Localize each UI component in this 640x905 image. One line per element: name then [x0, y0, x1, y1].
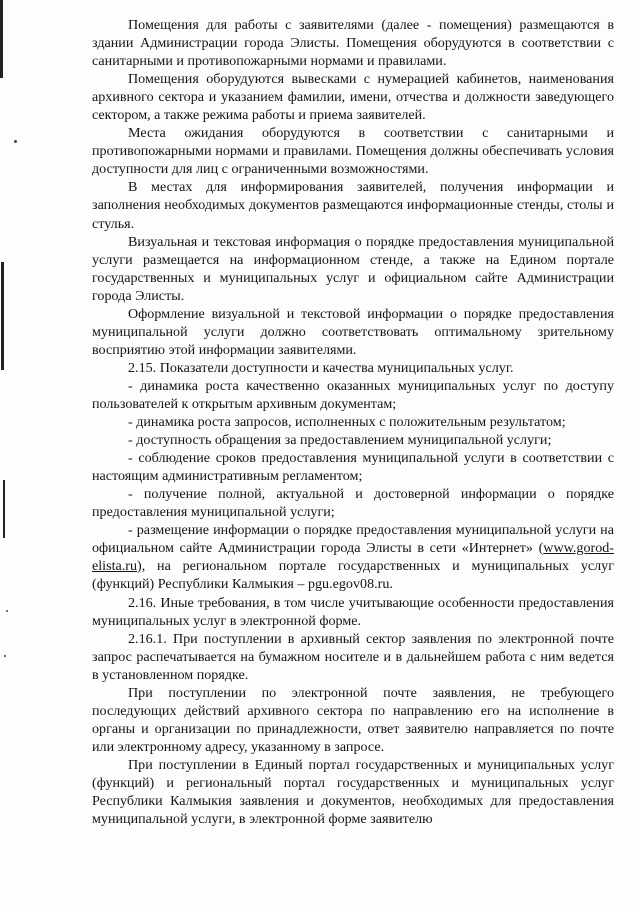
text-span: - размещение информации о порядке предоставления муниципальной услуги на официальном сайте Администрации города Элисты в сети «Интернет» (: [92, 522, 614, 557]
scan-edge-mark: [1, 262, 4, 370]
list-item: - доступность обращения за предоставлением муниципальной услуги;: [128, 432, 552, 449]
paragraph: Оформление визуальной и текстовой информации о порядке предоставления муниципальной услуги должно соответствовать оптимальному зрительному восприятию этой информации заявителями.: [92, 305, 614, 358]
section-heading: 2.16. Иные требования, в том числе учитывающие особенности предоставления муниципальных услуг в электронной форме.: [92, 594, 614, 629]
paragraph: В местах для информирования заявителей, получения информации и заполнения необходимых документов размещаются информационные стенды, столы и стулья.: [92, 179, 614, 232]
scan-speck: [4, 655, 6, 657]
section-heading: 2.15. Показатели доступности и качества муниципальных услуг.: [128, 359, 514, 376]
list-item: - динамика роста качественно оказанных муниципальных услуг по доступу пользователей к открытым архивным документам;: [92, 377, 614, 412]
text-span: ), на региональном портале государственных и муниципальных услуг (функций) Республики Калмыкия – pgu.egov08.ru.: [92, 558, 614, 593]
paragraph: При поступлении по электронной почте заявления, не требующего последующих действий архивного сектора по направлению его на исполнение в органы и организации по принадлежности, ответ заявителю направляется по почте или электронному адресу, указанному в запросе.: [92, 684, 614, 755]
paragraph: Визуальная и текстовая информация о порядке предоставления муниципальной услуги размещается на информационном стенде, а также на Едином портале государственных и муниципальных услуг и официальном сайте Администрации города Элисты.: [92, 233, 614, 304]
scan-speck: [6, 610, 8, 612]
list-item: [92, 521, 614, 593]
paragraph: Помещения оборудуются вывесками с нумерацией кабинетов, наименования архивного сектора и указанием фамилии, имени, отчества и должности заведующего сектором, а также режима работы и приема заявителей.: [92, 71, 614, 124]
scan-speck: [14, 140, 17, 143]
paragraph: Места ожидания оборудуются в соответствии с санитарными и противопожарными нормами и правилами. Помещения должны обеспечивать условия доступности для лиц с ограниченными возможностями.: [92, 125, 614, 178]
scan-edge-mark: [0, 0, 3, 78]
paragraph: 2.16.1. При поступлении в архивный сектор заявления по электронной почте запрос распечатывается на бумажном носителе и в дальнейшем работа с ним ведется в установленном порядке.: [92, 630, 614, 683]
list-item: - соблюдение сроков предоставления муниципальной услуги в соответствии с настоящим административным регламентом;: [92, 450, 614, 485]
scan-edge-mark: [3, 480, 5, 538]
paragraph: При поступлении в Единый портал государственных и муниципальных услуг (функций) и региональный портал государственных и муниципальных услуг Республики Калмыкия заявления и документов, необходимых для предоставления муниципальной услуги, в электронной форме заявителю: [92, 756, 614, 828]
list-item: - динамика роста запросов, исполненных с положительным результатом;: [128, 414, 566, 431]
document-body: [92, 16, 614, 828]
list-item: - получение полной, актуальной и достоверной информации о порядке предоставления муниципальной услуги;: [92, 486, 614, 521]
paragraph: Помещения для работы с заявителями (далее - помещения) размещаются в здании Администрации города Элисты. Помещения оборудуются в соответствии с санитарными и противопожарными нормами и правилами.: [92, 17, 614, 70]
site-link[interactable]: www.gorod-elista.ru: [92, 540, 614, 575]
